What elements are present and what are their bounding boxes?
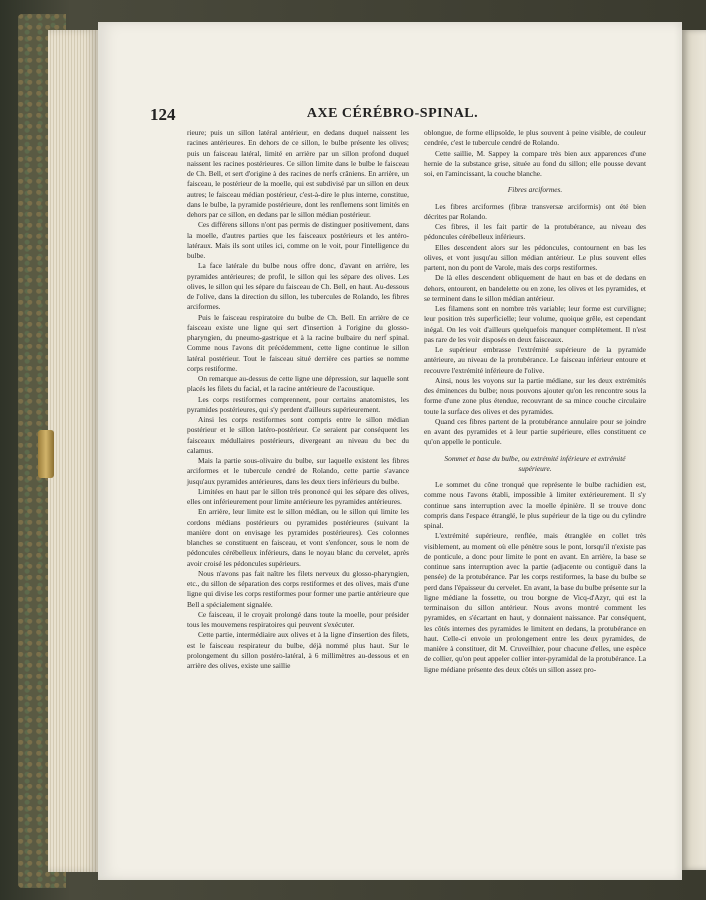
paragraph: On remarque au-dessus de cette ligne une dépression, sur laquelle sont placés les filets du facial, et la racine antérieure de l'acoustique. — [187, 374, 409, 394]
running-title: AXE CÉRÉBRO-SPINAL. — [306, 106, 479, 121]
paragraph: Ces différens sillons n'ont pas permis de distinguer positivement, dans la moelle, d'autres parties que les faisceaux postérieurs et les antéro-latéraux. Mais ils sont utiles ici, comme on le voit, pour l'intelligence du bulbe. — [187, 220, 409, 260]
paragraph: oblongue, de forme ellipsoïde, le plus souvent à peine visible, de couleur cendrée, c'est le tubercule cendré de Rolando. — [424, 128, 646, 148]
paragraph: De là elles descendent obliquement de haut en bas et de dedans en dehors, entourent, en bandelette ou en zone, les olives et les pyramides, et se terminent dans le sillon médian antérieur. — [424, 273, 646, 303]
paragraph: L'extrémité supérieure, renflée, mais étranglée en collet très visiblement, au moment où elle pénètre sous le pont, lorsqu'il n'existe pas de ponticule, a donc pour limite le pont en avant. En arrière, la base se continue sans interruption avec la partie (adjacente ou contiguë dans la pensée) de la protubérance. Par les corps restiformes, la base du bulbe se perd dans l'épaisseur du cervelet. En avant, la base du bulbe présente sur la ligne médiane la fossette, ou trou borgne de Vicq-d'Azyr, qui est la terminaison du sillon antérieur. Nous avons montré comment les pyramides, en s'écartant en haut, y donnaient naissance. Par conséquent, les côtés internes des pyramides le limitent en dedans, la protubérance en haut. Celle-ci envoie un prolongement entre les deux pyramides, de manière à constituer, dit M. Cruveilhier, pour chacune d'elles, une espèce de collier, qu'on peut appeler collier inter-pyramidal de la protubérance. La ligne médiane présente des deux côtés un sillon assez pro- — [424, 531, 646, 674]
paragraph: Ce faisceau, il le croyait prolongé dans toute la moelle, pour présider tous les mouvemens respiratoires qui peuvent s'exécuter. — [187, 609, 409, 629]
paragraph: Ainsi, nous les voyons sur la partie médiane, sur les deux extrémités des éminences du bulbe; nous pouvons ajouter qu'on les rencontre sous la forme d'une zone plus étendue, recouvrant de sa mince couche circulaire toute la surface des olives et des pyramides. — [424, 375, 646, 416]
paragraph: Puis le faisceau respiratoire du bulbe de Ch. Bell. En arrière de ce faisceau existe une ligne qui sert d'insertion à l'origine du glosso-pharyngien, du pneumo-gastrique et à la racine bulbaire du nerf spinal. Comme nous l'avons dit précédemment, cette ligne continue le sillon latéral postérieur. Tout le faisceau situé derrière ces parties se nomme corps restiforme. — [187, 312, 409, 373]
paragraph: Mais la partie sous-olivaire du bulbe, sur laquelle existent les fibres arciformes et le tubercule cendré de Rolando, cette partie s'avance jusqu'aux pyramides antérieures, dans les deux tiers inférieurs du bulbe. — [187, 456, 409, 486]
paragraph: Nous n'avons pas fait naître les filets nerveux du glosso-pharyngien, etc., du sillon de séparation des corps restiformes et des olives, mais d'une ligne qui divise les corps restiformes pour former une partie antérieure que Bell a spécialement signalée. — [187, 568, 409, 609]
section-heading: Sommet et base du bulbe, ou extrémité inférieure et extrémité supérieure. — [444, 453, 626, 473]
paragraph: La face latérale du bulbe nous offre donc, d'avant en arrière, les pyramides antérieures; de profil, le sillon qui les sépare des olives. Les olives, le sillon qui les sépare du faisceau de Ch. Bell, en haut. Au-dessous de l'olive, dans la direction du sillon, les tubercules de Rolando, les fibres arciformes. — [187, 261, 409, 312]
brass-clasp — [38, 430, 54, 478]
section-heading: Fibres arciformes. — [507, 185, 563, 195]
paragraph: Le sommet du cône tronqué que représente le bulbe rachidien est, comme nous l'avons établi, impossible à limiter extérieurement. Il s'y continue sans interruption avec la moelle épinière. Il se trouve donc compris dans l'espace étranglé, le plus supérieur de la tige ou du cylindre spinal. — [424, 480, 646, 530]
paragraph: Cette partie, intermédiaire aux olives et à la ligne d'insertion des filets, est le faisceau respirateur du bulbe, déjà nommé plus haut. Sur le prolongement du sillon postéro-latéral, à 6 millimètres au-dessous et en arrière des olives, existe une saillie — [187, 630, 409, 670]
paragraph: Limitées en haut par le sillon très prononcé qui les sépare des olives, elles ont inférieurement pour limite antérieure les pyramides antérieures. — [187, 486, 409, 506]
paragraph: Les filamens sont en nombre très variable; leur forme est curviligne; leur position très superficielle; leur volume, quoique grêle, est cependant inégal. On les voit d'ailleurs quelquefois manquer complètement. Il n'est pas rare de les voir disposés en deux faisceaux. — [424, 304, 646, 344]
paragraph: Les fibres arciformes (fibræ transversæ arciformis) ont été bien décrites par Rolando. — [424, 201, 646, 221]
paragraph: Le supérieur embrasse l'extrémité supérieure de la pyramide antérieure, au niveau de la protubérance. Le faisceau inférieur entoure et recouvre l'extrémité inférieure de l'olive. — [424, 345, 646, 375]
page-header — [150, 105, 635, 127]
paragraph: Les corps restiformes comprennent, pour certains anatomistes, les pyramides postérieures, qui s'y perdent d'ailleurs supérieurement. — [187, 394, 409, 414]
paragraph: Ainsi les corps restiformes sont compris entre le sillon médian postérieur et le sillon latéro-postérieur. Ce seraient par conséquent les faisceaux médullaires postérieurs, divergeant au niveau du bec du calamus. — [187, 415, 409, 455]
facing-page-edge — [682, 30, 706, 870]
left-column — [187, 128, 409, 671]
paragraph: rieure; puis un sillon latéral antérieur, en dedans duquel naissent les racines antérieures. En dehors de ce sillon, le bulbe présente les olives; puis un faisceau latéral, limité en arrière par un sillon profond duquel naissent les racines postérieures. Ce sillon limite dans le bulbe le faisceau de Ch. Bell, et sert d'origine à des racines de nerfs crâniens. En arrière, un faisceau, le postérieur de la moelle, qui est subdivisé par un sillon en deux autres; le faisceau médian postérieur, c'est-à-dire le plus interne, constitue, dans le bulbe, la pyramide postérieure, dont les renflemens sont limités en dehors par ce sillon, en dedans par le sillon médian postérieur. — [187, 128, 409, 219]
right-column — [424, 128, 646, 675]
paragraph: Quand ces fibres partent de la protubérance annulaire pour se joindre en avant des pyramides et à leur partie supérieure, elles constituent ce qu'on appelle le ponticule. — [424, 416, 646, 447]
paragraph: Ces fibres, il les fait partir de la protubérance, au niveau des pédoncules cérébelleux inférieurs. — [424, 222, 646, 242]
paragraph: Cette saillie, M. Sappey la compare très bien aux apparences d'une hernie de la substance grise, située au fond du sillon; elle pousse devant soi, en l'amincissant, la couche blanche. — [424, 148, 646, 178]
paragraph: En arrière, leur limite est le sillon médian, ou le sillon qui limite les cordons médians postérieurs ou pyramides postérieures (suivant la manière dont on envisage les pyramides postérieures). Ces colonnes blanches se constituent en faisceau, et vont s'enfoncer, sous le nom de pédoncules cérébelleux inférieurs, dans le noyau blanc du cervelet, après avoir croisé les pédoncules supérieurs. — [187, 507, 409, 568]
paragraph: Elles descendent alors sur les pédoncules, contournent en bas les olives, et vont jusqu'au sillon médian antérieur. Le plus souvent elles partent, non du pont de Varole, mais des corps restiformes. — [424, 242, 646, 272]
page-number: 124 — [150, 105, 176, 124]
page-edges — [48, 30, 98, 872]
